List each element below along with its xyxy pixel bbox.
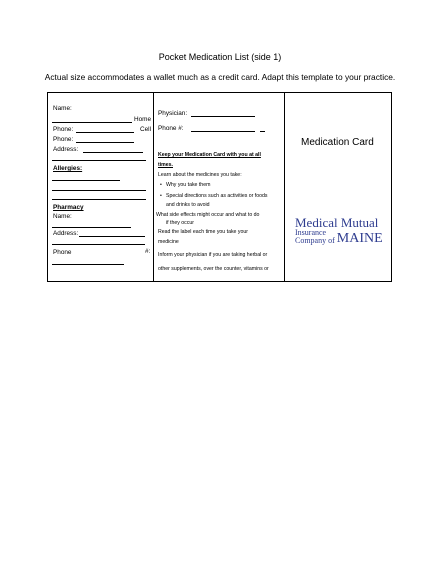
pharmacy-address-field[interactable] <box>52 244 145 245</box>
allergies-label: Allergies: <box>53 165 83 172</box>
address-field[interactable] <box>83 152 143 153</box>
physician-phone-field[interactable] <box>260 131 265 132</box>
home-label: Home <box>134 116 152 123</box>
side-effects-text: What side effects might occur and what to do <box>156 212 260 218</box>
read-label-text: medicine <box>158 239 179 245</box>
cell-label: Cell <box>140 126 152 133</box>
learn-text: Learn about the medicines you take: <box>158 172 242 178</box>
page-title: Pocket Medication List (side 1) <box>158 52 282 62</box>
pharmacy-phone-label: Phone <box>53 249 72 256</box>
pharmacy-name-label: Name: <box>53 213 72 220</box>
physician-label: Physician: <box>158 110 188 117</box>
phone-label: Phone: <box>53 126 74 133</box>
pharmacy-name-field[interactable] <box>52 227 131 228</box>
pharmacy-address-label: Address: <box>53 230 79 237</box>
allergies-field[interactable] <box>52 190 146 191</box>
keep-card-text: times. <box>158 162 173 168</box>
physician-field[interactable] <box>191 116 255 117</box>
address-label: Address: <box>53 146 79 153</box>
logo-row <box>295 229 395 245</box>
address-field[interactable] <box>52 160 146 161</box>
side-effects-text: if they occur <box>166 220 194 226</box>
bullet-icon: • <box>160 182 162 188</box>
logo-text: Insurance <box>295 228 327 237</box>
bullet-text: and drinks to avoid <box>166 202 210 208</box>
logo-text: Company of <box>295 236 335 245</box>
name-label: Name: <box>53 105 72 112</box>
name-field[interactable] <box>52 122 132 123</box>
logo-small-text <box>295 229 335 245</box>
bullet-icon: • <box>160 193 162 199</box>
medication-card <box>47 92 392 282</box>
allergies-field[interactable] <box>52 199 146 200</box>
phone-field[interactable] <box>76 132 134 133</box>
panel-divider <box>153 93 154 281</box>
insurer-logo <box>295 216 395 245</box>
page-subtitle: Actual size accommodates a wallet much as a credit card. Adapt this template to your practice. <box>44 72 396 82</box>
card-title: Medication Card <box>301 137 374 148</box>
phone-label: Phone: <box>53 136 74 143</box>
bullet-text: Why you take them <box>166 182 211 188</box>
panel-divider <box>284 93 285 281</box>
physician-phone-field[interactable] <box>191 131 255 132</box>
pharmacy-label: Pharmacy <box>53 204 84 211</box>
keep-card-text: Keep your Medication Card with you at all <box>158 152 261 158</box>
logo-text: Medical Mutual <box>295 215 379 230</box>
logo-text: MAINE <box>336 231 383 246</box>
read-label-text: Read the label each time you take your <box>158 229 248 235</box>
pharmacy-phone-field[interactable] <box>52 264 124 265</box>
inform-text: Inform your physician if you are taking herbal or <box>158 252 268 258</box>
phone-field[interactable] <box>76 142 134 143</box>
phone-label: Phone #: <box>158 125 184 132</box>
pharmacy-phone-hash: #: <box>145 248 151 255</box>
supplements-text: other supplements, over the counter, vitamins or <box>158 266 269 272</box>
allergies-field[interactable] <box>52 180 120 181</box>
pharmacy-address-field[interactable] <box>79 236 145 237</box>
bullet-text: Special directions such as activities or foods <box>166 193 268 199</box>
